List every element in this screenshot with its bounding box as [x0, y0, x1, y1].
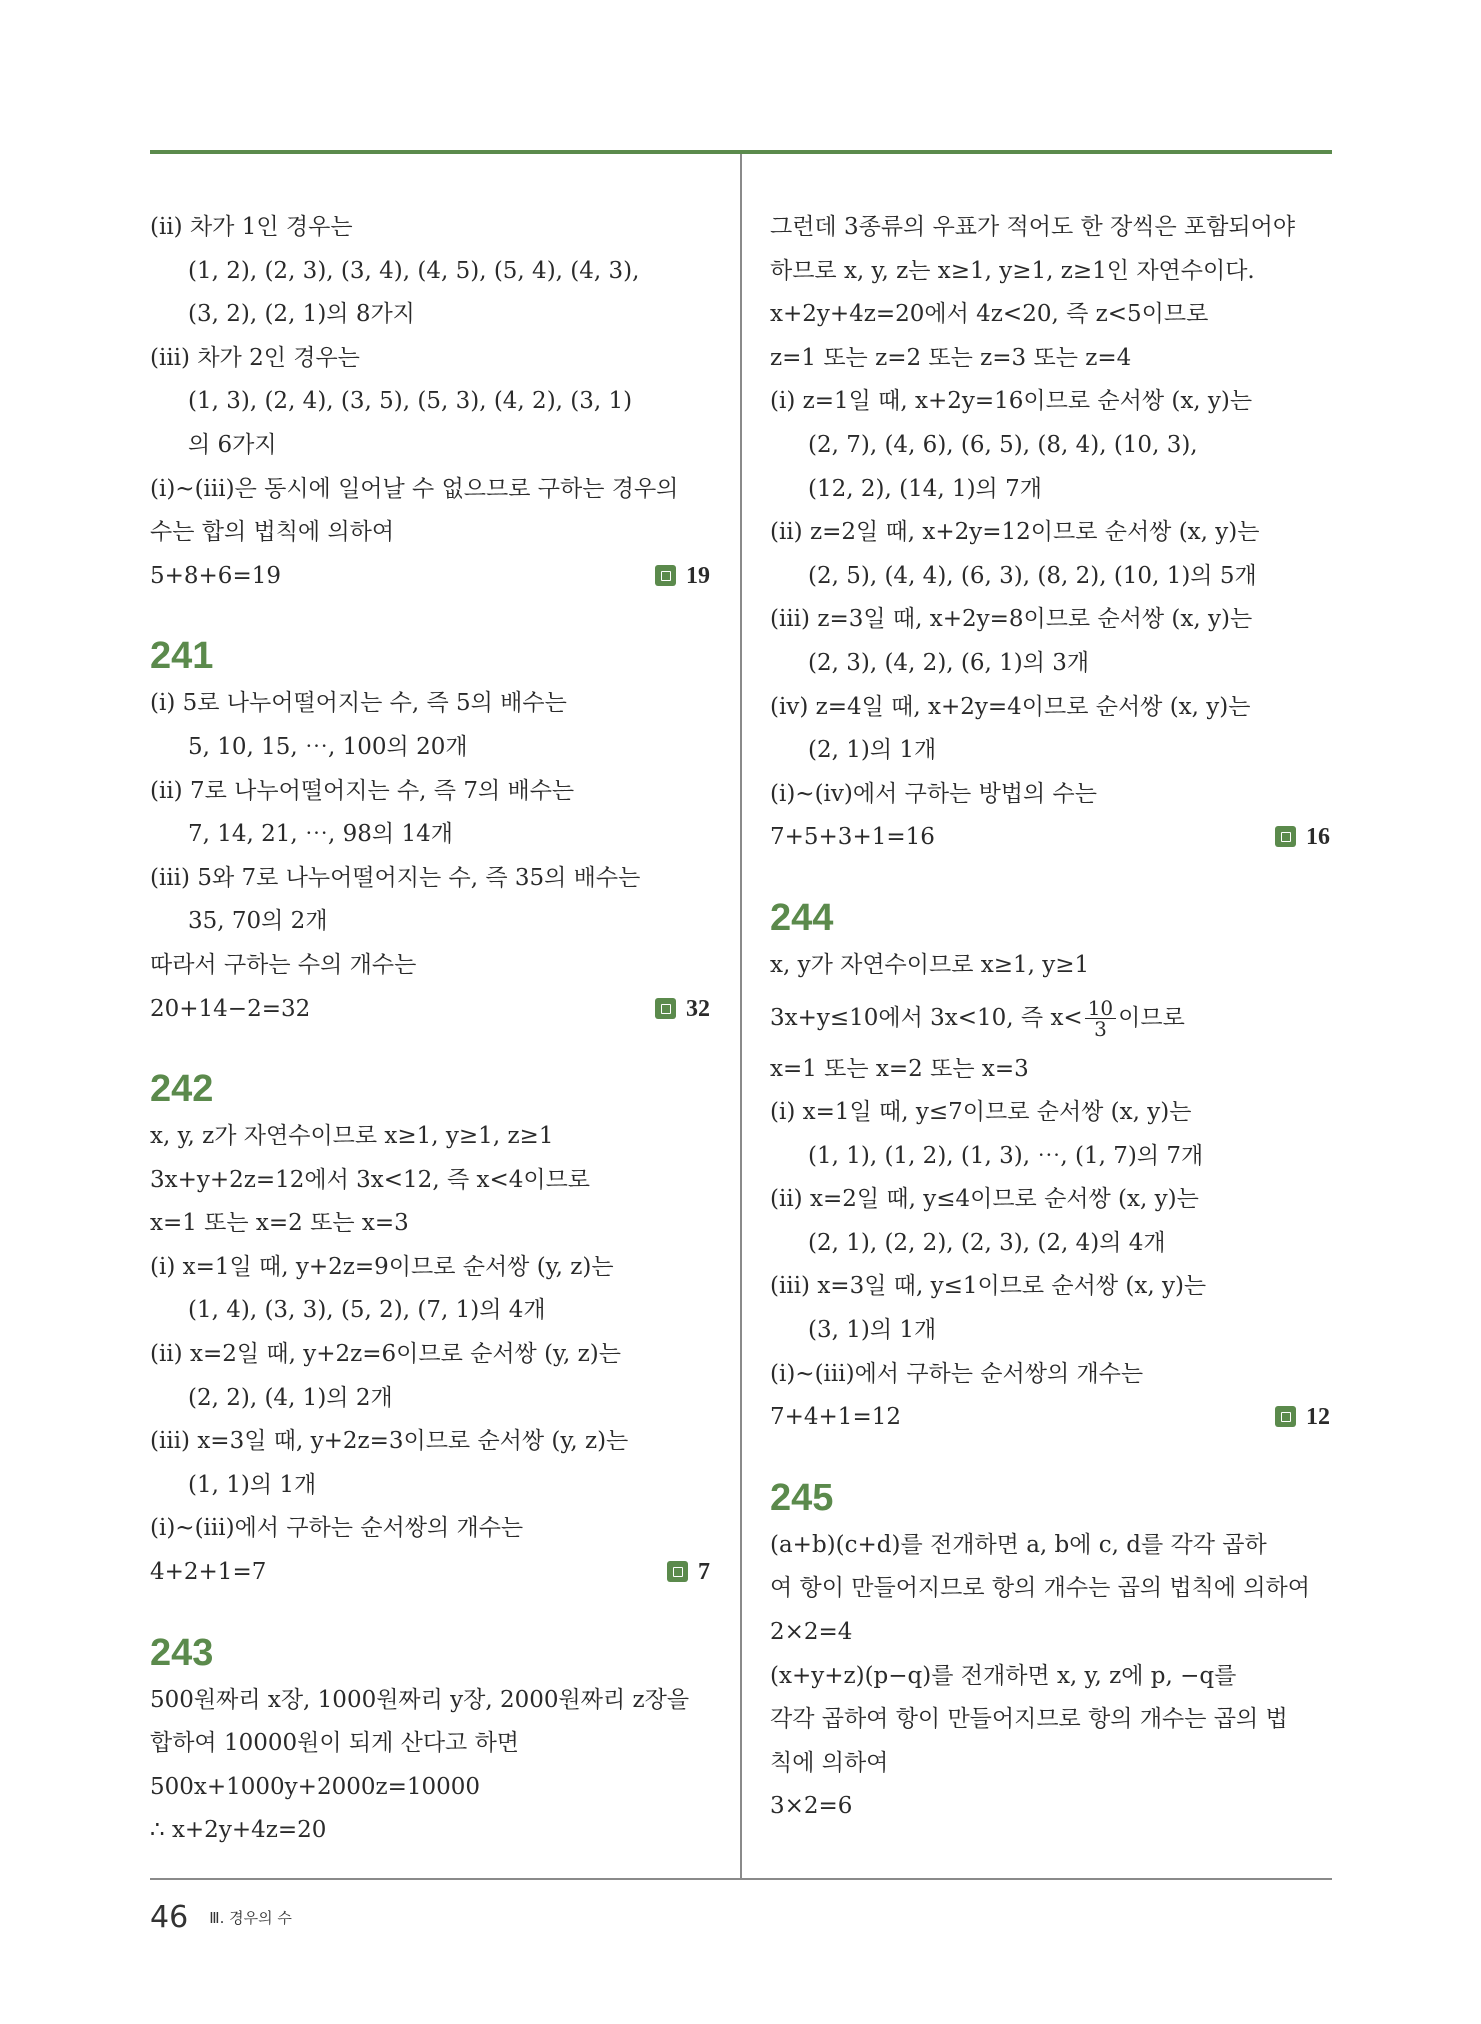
line-text: 하므로 x, y, z는 x≥1, y≥1, z≥1인 자연수이다.: [770, 257, 1255, 284]
line-text: 합하여 10000원이 되게 산다고 하면: [150, 1730, 520, 1757]
line-text: 3×2=6: [770, 1793, 853, 1820]
line-text: (ⅰ)~(ⅳ)에서 구하는 방법의 수는: [770, 780, 1097, 807]
line-text: x, y가 자연수이므로 x≥1, y≥1: [770, 951, 1090, 978]
line-text: (ⅰ) x=1일 때, y+2z=9이므로 순서쌍 (y, z)는: [150, 1253, 614, 1280]
solution-line: [150, 813, 710, 857]
solution-line: [150, 250, 710, 294]
solution-line: [770, 1396, 1330, 1440]
answer: [667, 1551, 710, 1595]
line-text: 수는 합의 법칙에 의하여: [150, 519, 395, 546]
problem-number: 243: [150, 1631, 214, 1674]
solution-line: [770, 511, 1330, 555]
solution-line: [150, 682, 710, 726]
solution-line: [150, 1289, 710, 1333]
problem-number: 244: [770, 896, 834, 939]
line-text: 2×2=4: [770, 1619, 853, 1646]
solution-line: [150, 1722, 710, 1766]
section-gap: [770, 1440, 1330, 1454]
line-text: (2, 1)의 1개: [808, 737, 937, 764]
line-text: (ⅱ) z=2일 때, x+2y=12이므로 순서쌍 (x, y)는: [770, 519, 1260, 546]
line-text: (1, 1), (1, 2), (1, 3), ⋯, (1, 7)의 7개: [808, 1142, 1204, 1169]
solution-line: [770, 816, 1330, 860]
solution-line: [150, 944, 710, 988]
line-text: 500x+1000y+2000z=10000: [150, 1773, 481, 1800]
solution-line: [770, 1353, 1330, 1397]
solution-line: [770, 1655, 1330, 1699]
solution-line: [770, 773, 1330, 817]
solution-line: [150, 1420, 710, 1464]
line-text: (ⅲ) x=3일 때, y≤1이므로 순서쌍 (x, y)는: [770, 1273, 1207, 1300]
line-text: 각각 곱하여 항이 만들어지므로 항의 개수는 곱의 법: [770, 1706, 1288, 1733]
line-text: 500원짜리 x장, 1000원짜리 y장, 2000원짜리 z장을: [150, 1686, 690, 1713]
answer: [1275, 1396, 1330, 1440]
solution-line: [150, 1115, 710, 1159]
solution-line: [150, 555, 710, 599]
answer-value: 32: [686, 995, 710, 1022]
solution-line: [770, 1611, 1330, 1655]
answer-value: 7: [698, 1559, 710, 1586]
line-text: (ⅰ)~(ⅲ)은 동시에 일어날 수 없으므로 구하는 경우의: [150, 475, 679, 502]
solution-line: [770, 729, 1330, 773]
line-text: (ⅱ) x=2일 때, y+2z=6이므로 순서쌍 (y, z)는: [150, 1341, 621, 1368]
answer: [655, 555, 710, 599]
page-footer: [150, 1900, 292, 1935]
solution-line: [770, 555, 1330, 599]
fraction: [1085, 998, 1116, 1039]
solution-line: [150, 1159, 710, 1203]
line-text: 5, 10, 15, ⋯, 100의 20개: [188, 733, 468, 760]
line-text: 20+14−2=32: [150, 995, 311, 1022]
line-text: (ⅳ) z=4일 때, x+2y=4이므로 순서쌍 (x, y)는: [770, 693, 1251, 720]
line-text: (ⅲ) z=3일 때, x+2y=8이므로 순서쌍 (x, y)는: [770, 606, 1253, 633]
line-text: x+2y+4z=20에서 4z<20, 즉 z<5이므로: [770, 301, 1209, 328]
line-text: x, y, z가 자연수이므로 x≥1, y≥1, z≥1: [150, 1123, 554, 1150]
answer-mark-icon: [667, 1561, 688, 1582]
line-text: (1, 3), (2, 4), (3, 5), (5, 3), (4, 2), (3, 1): [188, 388, 633, 415]
solution-line: [770, 424, 1330, 468]
answer-mark-icon: [655, 565, 676, 586]
solution-line: [150, 1507, 710, 1551]
bottom-rule: [150, 1878, 1332, 1880]
fraction-denominator: 3: [1094, 1017, 1107, 1041]
solution-line: [150, 1377, 710, 1421]
solution-line: [150, 857, 710, 901]
solution-line: [770, 1091, 1330, 1135]
solution-line: [770, 250, 1330, 294]
line-text: x=1 또는 x=2 또는 x=3: [150, 1210, 409, 1237]
column-divider: [740, 154, 742, 1879]
solution-line: [150, 726, 710, 770]
line-text: (ⅲ) 5와 7로 나누어떨어지는 수, 즉 35의 배수는: [150, 864, 641, 891]
solution-line: [770, 380, 1330, 424]
solution-line: [770, 337, 1330, 381]
line-text: (12, 2), (14, 1)의 7개: [808, 475, 1042, 502]
solution-line: [770, 293, 1330, 337]
solution-line: [770, 944, 1330, 988]
line-text: (3, 1)의 1개: [808, 1317, 937, 1344]
problem-number: 242: [150, 1068, 214, 1111]
section-title: Ⅲ. 경우의 수: [209, 1909, 292, 1927]
line-text: (2, 1), (2, 2), (2, 3), (2, 4)의 4개: [808, 1229, 1166, 1256]
line-text: 3x+y+2z=12에서 3x<12, 즉 x<4이므로: [150, 1166, 591, 1193]
answer-value: 12: [1306, 1404, 1330, 1431]
line-text: 여 항이 만들어지므로 항의 개수는 곱의 법칙에 의하여: [770, 1575, 1310, 1602]
fraction-numerator: 10: [1085, 998, 1116, 1019]
answer-mark-icon: [1275, 826, 1296, 847]
solution-line: [770, 988, 1330, 1048]
answer: [655, 988, 710, 1032]
solution-line: [150, 468, 710, 512]
line-text: (ⅱ) x=2일 때, y≤4이므로 순서쌍 (x, y)는: [770, 1186, 1199, 1213]
solution-line: [150, 206, 710, 250]
solution-line: [150, 900, 710, 944]
solution-line: [150, 988, 710, 1032]
solution-line: [150, 1679, 710, 1723]
solution-line: [150, 511, 710, 555]
solution-line: [150, 424, 710, 468]
line-text: 그런데 3종류의 우표가 적어도 한 장씩은 포함되어야: [770, 214, 1296, 240]
line-text: 따라서 구하는 수의 개수는: [150, 951, 417, 978]
answer-mark-icon: [655, 998, 676, 1019]
line-text: (1, 1)의 1개: [188, 1471, 317, 1498]
solution-line: [770, 642, 1330, 686]
solution-line: [770, 598, 1330, 642]
solution-line: [150, 770, 710, 814]
answer-value: 16: [1306, 824, 1330, 851]
problem-number: 245: [770, 1476, 834, 1519]
solution-line: [150, 337, 710, 381]
solution-line: [770, 686, 1330, 730]
solution-line: [150, 293, 710, 337]
solution-line: [770, 206, 1330, 250]
line-text: (2, 2), (4, 1)의 2개: [188, 1384, 393, 1411]
line-text: 이므로: [1118, 1004, 1185, 1031]
section-gap: [770, 860, 1330, 874]
problem-number: 241: [150, 635, 214, 678]
line-text: (a+b)(c+d)를 전개하면 a, b에 c, d를 각각 곱하: [770, 1531, 1267, 1558]
line-text: (ⅰ)~(ⅲ)에서 구하는 순서쌍의 개수는: [150, 1515, 524, 1542]
solution-line: [770, 1048, 1330, 1092]
solution-line: [150, 1809, 710, 1853]
solution-line: [770, 468, 1330, 512]
line-text: 7+4+1=12: [770, 1404, 901, 1431]
line-text: 4+2+1=7: [150, 1559, 267, 1586]
line-text: (1, 2), (2, 3), (3, 4), (4, 5), (5, 4), (4, 3),: [188, 257, 640, 284]
solution-line: [150, 1464, 710, 1508]
line-text: 3x+y≤10에서 3x<10, 즉 x<: [770, 1004, 1083, 1031]
left-column: [150, 206, 710, 1853]
solution-line: [770, 1567, 1330, 1611]
right-column: [770, 206, 1330, 1829]
line-text: 35, 70의 2개: [188, 908, 328, 935]
line-text: (ⅱ) 차가 1인 경우는: [150, 214, 353, 240]
solution-line: [770, 1742, 1330, 1786]
page-number: 46: [150, 1900, 189, 1935]
line-text: (2, 3), (4, 2), (6, 1)의 3개: [808, 649, 1090, 676]
solution-line: [150, 1202, 710, 1246]
line-text: 의 6가지: [188, 431, 277, 458]
line-text: 7+5+3+1=16: [770, 824, 935, 851]
solution-line: [770, 1265, 1330, 1309]
line-text: 5+8+6=19: [150, 562, 281, 589]
line-text: (3, 2), (2, 1)의 8가지: [188, 301, 415, 328]
line-text: x=1 또는 x=2 또는 x=3: [770, 1055, 1029, 1082]
solution-line: [770, 1698, 1330, 1742]
line-text: 칙에 의하여: [770, 1749, 889, 1776]
line-text: (ⅰ) z=1일 때, x+2y=16이므로 순서쌍 (x, y)는: [770, 388, 1253, 415]
solution-line: [770, 1135, 1330, 1179]
line-text: z=1 또는 z=2 또는 z=3 또는 z=4: [770, 344, 1132, 371]
solution-line: [150, 1551, 710, 1595]
line-text: (ⅲ) 차가 2인 경우는: [150, 344, 360, 371]
answer: [1275, 816, 1330, 860]
solution-line: [150, 1766, 710, 1810]
line-text: (ⅲ) x=3일 때, y+2z=3이므로 순서쌍 (y, z)는: [150, 1428, 629, 1455]
line-text: 7, 14, 21, ⋯, 98의 14개: [188, 821, 453, 848]
line-text: (ⅱ) 7로 나누어떨어지는 수, 즉 7의 배수는: [150, 777, 575, 804]
answer-mark-icon: [1275, 1406, 1296, 1427]
solution-line: [150, 1333, 710, 1377]
section-gap: [150, 598, 710, 612]
line-text: (ⅰ)~(ⅲ)에서 구하는 순서쌍의 개수는: [770, 1360, 1144, 1387]
line-text: ∴ x+2y+4z=20: [150, 1817, 327, 1844]
solution-line: [770, 1785, 1330, 1829]
line-text: (ⅰ) x=1일 때, y≤7이므로 순서쌍 (x, y)는: [770, 1099, 1192, 1126]
line-text: (2, 7), (4, 6), (6, 5), (8, 4), (10, 3),: [808, 431, 1198, 458]
solution-line: [150, 1246, 710, 1290]
line-text: (1, 4), (3, 3), (5, 2), (7, 1)의 4개: [188, 1297, 546, 1324]
line-text: (2, 5), (4, 4), (6, 3), (8, 2), (10, 1)의 5개: [808, 562, 1257, 589]
solution-line: [150, 380, 710, 424]
answer-value: 19: [686, 562, 710, 589]
solution-line: [770, 1178, 1330, 1222]
solution-line: [770, 1309, 1330, 1353]
section-gap: [150, 1031, 710, 1045]
solution-line: [770, 1222, 1330, 1266]
solution-line: [770, 1524, 1330, 1568]
section-gap: [150, 1595, 710, 1609]
line-text: (x+y+z)(p−q)를 전개하면 x, y, z에 p, −q를: [770, 1662, 1237, 1689]
line-text: (ⅰ) 5로 나누어떨어지는 수, 즉 5의 배수는: [150, 690, 567, 717]
